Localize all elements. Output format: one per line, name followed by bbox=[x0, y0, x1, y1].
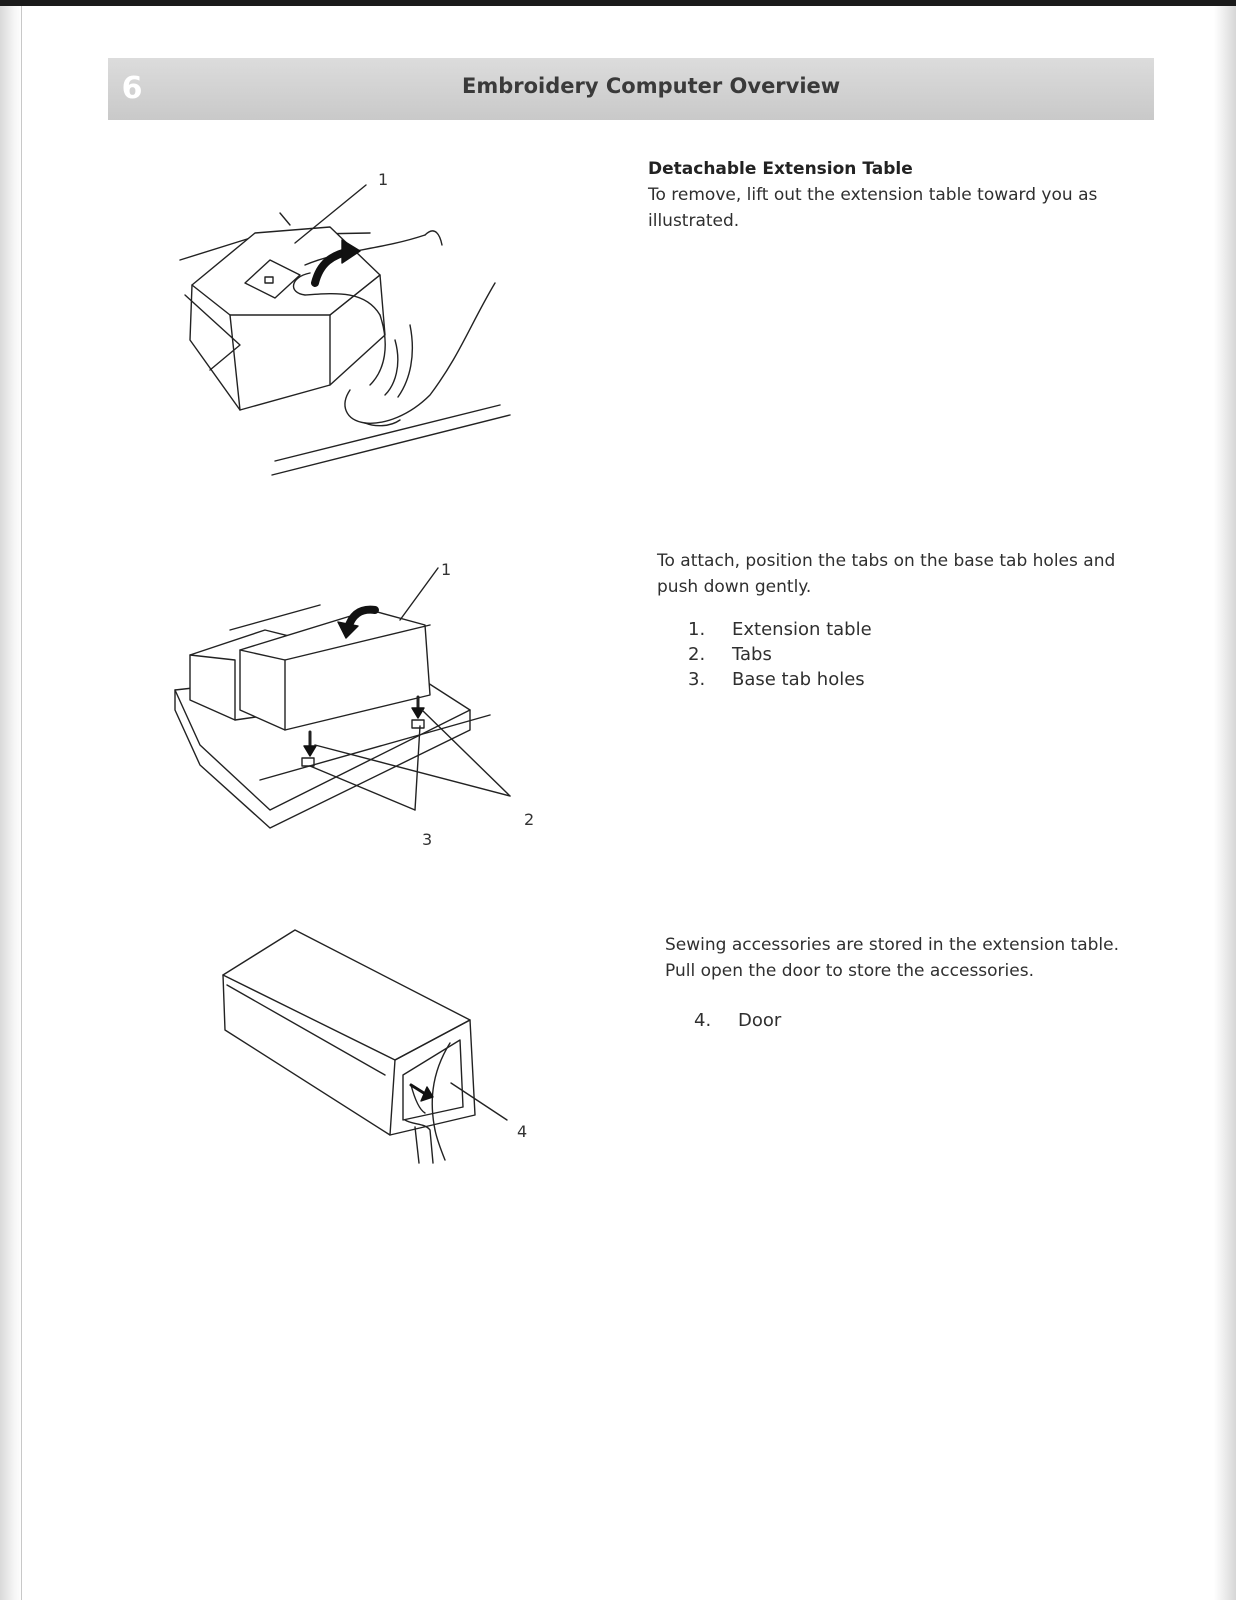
scan-top-edge bbox=[0, 0, 1236, 6]
remove-instructions: To remove, lift out the extension table toward you as illustrated. bbox=[648, 185, 1098, 231]
legend-item: 1. Extension table bbox=[688, 619, 872, 640]
section-heading: Detachable Extension Table bbox=[648, 159, 913, 179]
callout-3-attach: 3 bbox=[422, 830, 433, 849]
scan-left-edge bbox=[0, 6, 22, 1600]
page-title: Embroidery Computer Overview bbox=[462, 74, 841, 98]
legend-item: 2. Tabs bbox=[688, 644, 772, 665]
legend-attach bbox=[688, 617, 988, 692]
legend-item: 4. Door bbox=[694, 1010, 782, 1031]
callout-1-remove: 1 bbox=[378, 170, 389, 189]
scan-left-edge-line bbox=[21, 6, 22, 1600]
attach-instructions: To attach, position the tabs on the base tab holes and push down gently. bbox=[657, 551, 1116, 597]
legend-item: 3. Base tab holes bbox=[688, 669, 865, 690]
section-attach-text bbox=[657, 548, 1127, 600]
scan-right-edge bbox=[1214, 6, 1236, 1600]
illustration-remove-table bbox=[170, 165, 530, 485]
section-door-text bbox=[665, 932, 1135, 984]
illustration-attach-table bbox=[170, 570, 530, 840]
legend-door bbox=[694, 1008, 994, 1033]
door-instructions: Sewing accessories are stored in the extension table. Pull open the door to store the accessories. bbox=[665, 935, 1119, 981]
callout-2-attach: 2 bbox=[524, 810, 535, 829]
callout-1-attach: 1 bbox=[441, 560, 452, 579]
section-remove-text bbox=[648, 156, 1128, 234]
illustration-storage-door bbox=[215, 925, 528, 1170]
callout-4-door: 4 bbox=[517, 1122, 528, 1141]
page-number: 6 bbox=[121, 71, 143, 106]
